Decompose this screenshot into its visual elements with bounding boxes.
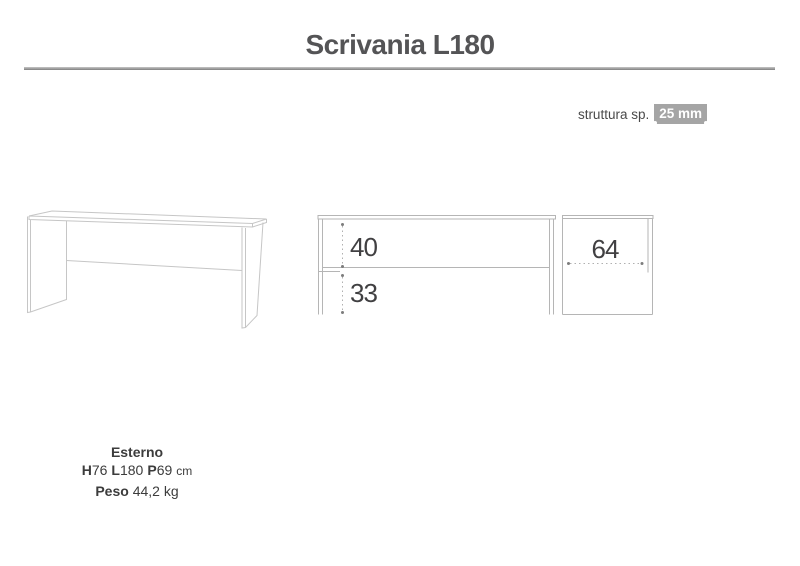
desk-side-view [563, 216, 654, 315]
dim-depth-label: P [147, 461, 157, 478]
structure-thickness-label: struttura sp. [577, 106, 650, 122]
dim-dot [341, 274, 344, 277]
dimension-label-33: 33 [350, 278, 377, 308]
weight-label: Peso [95, 483, 129, 499]
structure-thickness-value: 25 mm [659, 106, 702, 121]
front-view-tabletop [318, 216, 556, 220]
dim-dot [341, 265, 344, 268]
dim-dot [341, 223, 344, 226]
dim-dot [641, 262, 644, 265]
desk-3d-right-panel [242, 223, 263, 329]
page-title: Scrivania L180 [305, 29, 495, 60]
dimension-label-64: 64 [591, 234, 619, 264]
desk-3d-left-panel [28, 217, 67, 313]
front-view-left-leg [319, 219, 323, 315]
desk-3d-tabletop [29, 211, 267, 227]
dim-height-value: 76 [91, 461, 108, 478]
dim-length-value: 180 [119, 461, 144, 478]
dim-length-label: L [111, 461, 120, 478]
dim-dot [341, 311, 344, 314]
dimensions-unit: cm [176, 463, 193, 478]
desk-perspective-view [28, 211, 267, 328]
weight-line [58, 483, 216, 501]
specs-footer [58, 444, 216, 501]
desk-3d-modesty-panel-edge [67, 261, 243, 271]
side-view-tabletop [563, 216, 654, 219]
weight-value: 44,2 kg [132, 483, 179, 499]
specs-heading: Esterno [110, 444, 164, 460]
dimension-label-40: 40 [350, 232, 377, 262]
dim-height-label: H [81, 461, 92, 478]
external-dimensions-line [58, 462, 216, 480]
dim-depth-value: 69 [156, 461, 173, 478]
side-view-panel-outline [563, 219, 653, 315]
dim-dot [567, 262, 570, 265]
front-view-right-leg [550, 219, 554, 315]
